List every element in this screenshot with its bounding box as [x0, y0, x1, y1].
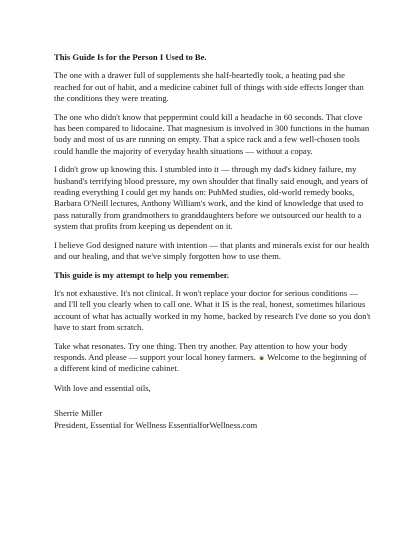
paragraph-1: The one with a drawer full of supplements she half-heartedly took, a heating pad she reached for out of habit, and a medicine cabinet full of things with side effects longer than the conditions they were treating. — [54, 70, 364, 104]
paragraph-6-tail: Welcome to the beginning of a different kind of medicine cabinet. — [54, 351, 367, 374]
paragraph-6-text: Take what resonates. Try one thing. Then try another. Pay attention to how your body responds. And please — support your local honey farmers. — [54, 340, 348, 362]
signature-name: Sherrie Miller — [54, 408, 103, 419]
heading-top: This Guide Is for the Person I Used to Be. — [54, 52, 207, 62]
paragraph-5: It's not exhaustive. It's not clinical. It won't replace your doctor for serious conditions — and I'll tell you clearly when to call one. What it IS is the real, honest, sometimes hilarious account of what has actually worked in my home, backed by research I've done so you don't have to start from scratch. — [54, 287, 371, 333]
paragraph-6 — [54, 341, 372, 375]
heading-mid: This guide is my attempt to help you remember. — [54, 269, 229, 280]
bee-icon — [258, 352, 265, 363]
closing-line: With love and essential oils, — [54, 382, 151, 393]
signature-title: President, Essential for Wellness EssentialforWellness.com — [54, 419, 258, 430]
paragraph-2: The one who didn't know that peppermint could kill a headache in 60 seconds. That clove has been compared to lidocaine. That magnesium is involved in 300 functions in the human body and most of us are running on empty. That a spice rack and a few well-chosen tools could handle the majority of everyday health situations — without a copay. — [54, 111, 370, 156]
letter-page — [54, 52, 372, 431]
paragraph-3: I didn't grow up knowing this. I stumbled into it — through my dad's kidney failure, my husband's terrifying blood pressure, my own shoulder that finally said enough, and years of reading everything I could get my hands on: PubMed studies, old-world remedy books, Barbara O'Neill lectures, Anthony William's work, and the kind of knowledge that used to pass naturally from grandmothers to granddaughters before we outsourced our health to a system that profits from keeping us dependent on it. — [54, 164, 368, 232]
signature-block — [54, 408, 372, 431]
paragraph-4: I believe God designed nature with intention — that plants and minerals exist for our health and our healing, and that we've simply forgotten how to use them. — [54, 239, 370, 262]
